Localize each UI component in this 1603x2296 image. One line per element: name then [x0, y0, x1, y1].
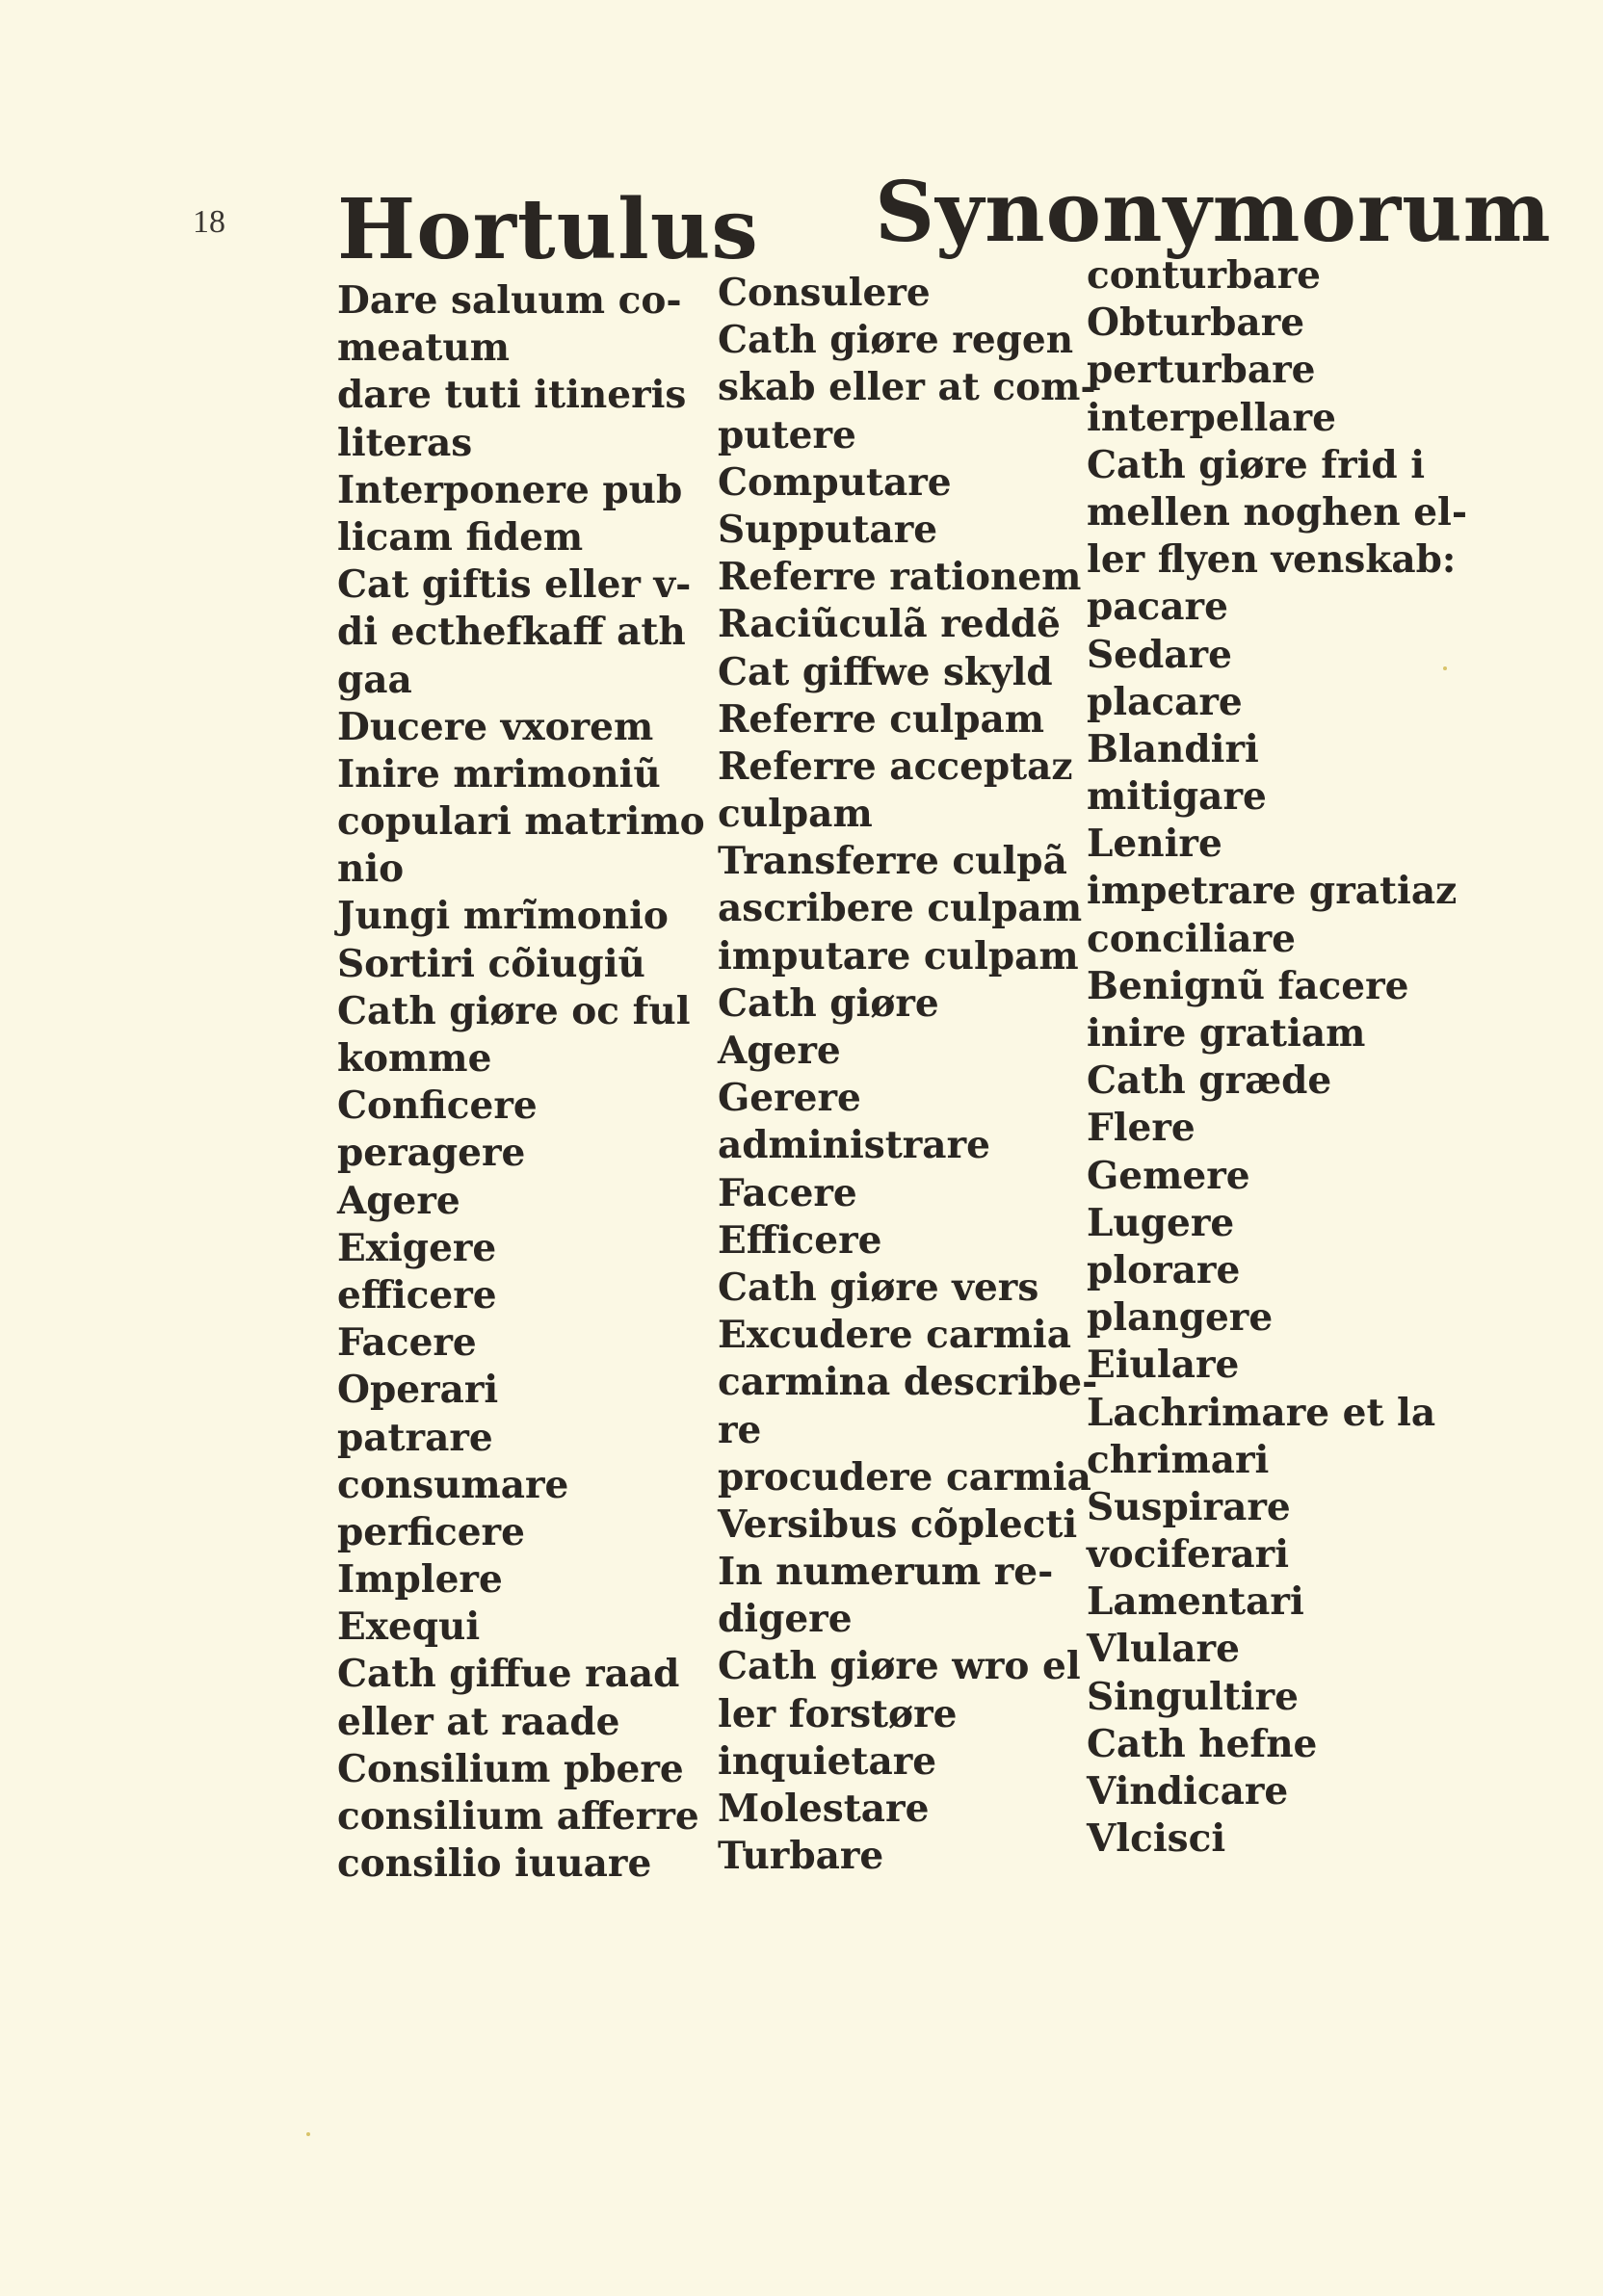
- text-line: Turbare: [718, 1834, 884, 1879]
- text-line: patrare: [337, 1415, 493, 1460]
- text-line: consilio iuuare: [337, 1841, 652, 1887]
- text-line: Cath giøre vers: [718, 1265, 1039, 1310]
- text-line: meatum: [337, 326, 510, 371]
- text-line: Dare saluum co-: [337, 278, 682, 323]
- text-line: placare: [1087, 679, 1243, 724]
- text-line: digere: [718, 1597, 853, 1642]
- text-line: Benignũ facere: [1087, 963, 1409, 1008]
- text-line: Conficere: [337, 1083, 538, 1129]
- text-line: Obturbare: [1087, 300, 1305, 346]
- text-line: conturbare: [1087, 253, 1321, 298]
- page-number: 18: [193, 204, 225, 240]
- text-line: carmina describe-: [718, 1360, 1098, 1405]
- text-line: ler flyen venskab:: [1087, 537, 1457, 583]
- text-line: peragere: [337, 1131, 526, 1176]
- text-line: In numerum re-: [718, 1550, 1054, 1595]
- text-line: Sedare: [1087, 632, 1232, 677]
- text-line: chrimari: [1087, 1437, 1270, 1482]
- text-line: Exequi: [337, 1605, 481, 1650]
- text-line: Computare: [718, 459, 952, 505]
- text-line: Gemere: [1087, 1153, 1250, 1198]
- title-left: Hortulus: [337, 181, 759, 278]
- text-line: interpellare: [1087, 395, 1336, 440]
- text-line: Implere: [337, 1557, 503, 1603]
- text-line: perturbare: [1087, 348, 1316, 393]
- text-line: culpam: [718, 792, 873, 837]
- text-line: komme: [337, 1036, 492, 1081]
- text-line: Ducere vxorem: [337, 704, 654, 749]
- text-column-1: [337, 277, 718, 1888]
- text-line: Consilium pbere: [337, 1746, 684, 1791]
- text-line: Cat giftis eller v-: [337, 562, 692, 608]
- text-line: perficere: [337, 1509, 525, 1554]
- text-line: efficere: [337, 1272, 497, 1318]
- text-line: Agere: [718, 1029, 841, 1073]
- text-line: dare tuti itineris: [337, 373, 687, 418]
- text-line: Consulere: [718, 271, 931, 315]
- text-line: Flere: [1087, 1106, 1196, 1151]
- text-line: Singultire: [1087, 1674, 1299, 1719]
- text-line: Cath giøre oc ful: [337, 988, 691, 1033]
- text-line: Eiulare: [1087, 1343, 1240, 1388]
- text-line: inire gratiam: [1087, 1011, 1366, 1056]
- text-line: Referre acceptaz: [718, 744, 1073, 789]
- text-line: Referre culpam: [718, 696, 1045, 742]
- text-line: Facere: [337, 1320, 477, 1366]
- text-line: re: [718, 1407, 762, 1452]
- text-line: Operari: [337, 1368, 499, 1413]
- text-line: Suspirare: [1087, 1484, 1291, 1529]
- text-line: Sortiri cõiugiũ: [337, 941, 645, 986]
- text-line: Cath hefne: [1087, 1721, 1318, 1766]
- text-column-2: [718, 270, 1098, 1880]
- paper-speck: [1443, 666, 1447, 670]
- text-line: pacare: [1087, 585, 1228, 630]
- text-line: Gerere: [718, 1076, 861, 1121]
- text-line: Exigere: [337, 1225, 497, 1270]
- text-line: Cath græde: [1087, 1058, 1332, 1104]
- text-line: procudere carmia: [718, 1454, 1091, 1500]
- text-line: Lamentari: [1087, 1579, 1304, 1625]
- text-line: Lenire: [1087, 822, 1222, 867]
- text-line: putere: [718, 412, 856, 457]
- text-line: Supputare: [718, 507, 938, 552]
- text-line: Excudere carmia: [718, 1313, 1072, 1358]
- text-line: Referre rationem: [718, 555, 1082, 600]
- text-line: consilium afferre: [337, 1794, 699, 1839]
- text-line: licam fidem: [337, 514, 584, 560]
- text-line: nio: [337, 847, 405, 892]
- text-line: impetrare gratiaz: [1087, 869, 1458, 914]
- text-line: Jungi mrĩmonio: [337, 894, 669, 939]
- text-line: Lachrimare et la: [1087, 1390, 1436, 1435]
- text-line: Molestare: [718, 1787, 930, 1831]
- text-line: mellen noghen el-: [1087, 489, 1468, 535]
- text-line: mitigare: [1087, 774, 1267, 820]
- text-line: Cath giøre regen: [718, 318, 1074, 363]
- text-line: vociferari: [1087, 1532, 1290, 1578]
- title-right: Synonymorum: [875, 164, 1552, 261]
- text-line: Cath giøre frid i: [1087, 442, 1426, 487]
- text-line: Inire mrimoniũ: [337, 751, 661, 796]
- text-line: gaa: [337, 657, 412, 702]
- text-line: plangere: [1087, 1295, 1274, 1341]
- text-column-3: [1087, 252, 1491, 1863]
- text-line: Efficere: [718, 1217, 882, 1263]
- text-line: Interponere pub: [337, 467, 683, 512]
- text-line: Vlcisci: [1087, 1816, 1226, 1862]
- text-line: Versibus cõplecti: [718, 1501, 1078, 1547]
- text-line: eller at raade: [337, 1699, 620, 1744]
- text-line: Vindicare: [1087, 1769, 1289, 1813]
- text-line: Cath giffue raad: [337, 1652, 680, 1697]
- text-line: di ecthefkaff ath: [337, 610, 686, 655]
- text-line: skab eller at com-: [718, 365, 1096, 410]
- text-line: ler forstøre: [718, 1691, 958, 1736]
- text-line: Transferre culpã: [718, 839, 1067, 884]
- text-line: Raciũculã reddẽ: [718, 602, 1061, 647]
- text-line: Agere: [337, 1178, 460, 1223]
- text-line: Blandiri: [1087, 726, 1259, 771]
- text-line: Facere: [718, 1170, 857, 1215]
- text-line: administrare: [718, 1123, 990, 1168]
- text-line: consumare: [337, 1462, 569, 1507]
- paper-speck: [306, 2132, 310, 2136]
- text-line: Lugere: [1087, 1200, 1235, 1245]
- text-line: copulari matrimo: [337, 799, 705, 845]
- text-line: Cat giffwe skyld: [718, 649, 1053, 694]
- text-line: ascribere culpam: [718, 886, 1083, 931]
- text-line: Cath giøre: [718, 980, 939, 1026]
- text-line: inquietare: [718, 1738, 937, 1784]
- text-line: literas: [337, 420, 473, 465]
- text-line: conciliare: [1087, 916, 1296, 961]
- text-line: Vlulare: [1087, 1627, 1240, 1672]
- text-line: plorare: [1087, 1247, 1241, 1292]
- text-line: Cath giøre wro el: [718, 1644, 1081, 1689]
- text-line: imputare culpam: [718, 933, 1079, 978]
